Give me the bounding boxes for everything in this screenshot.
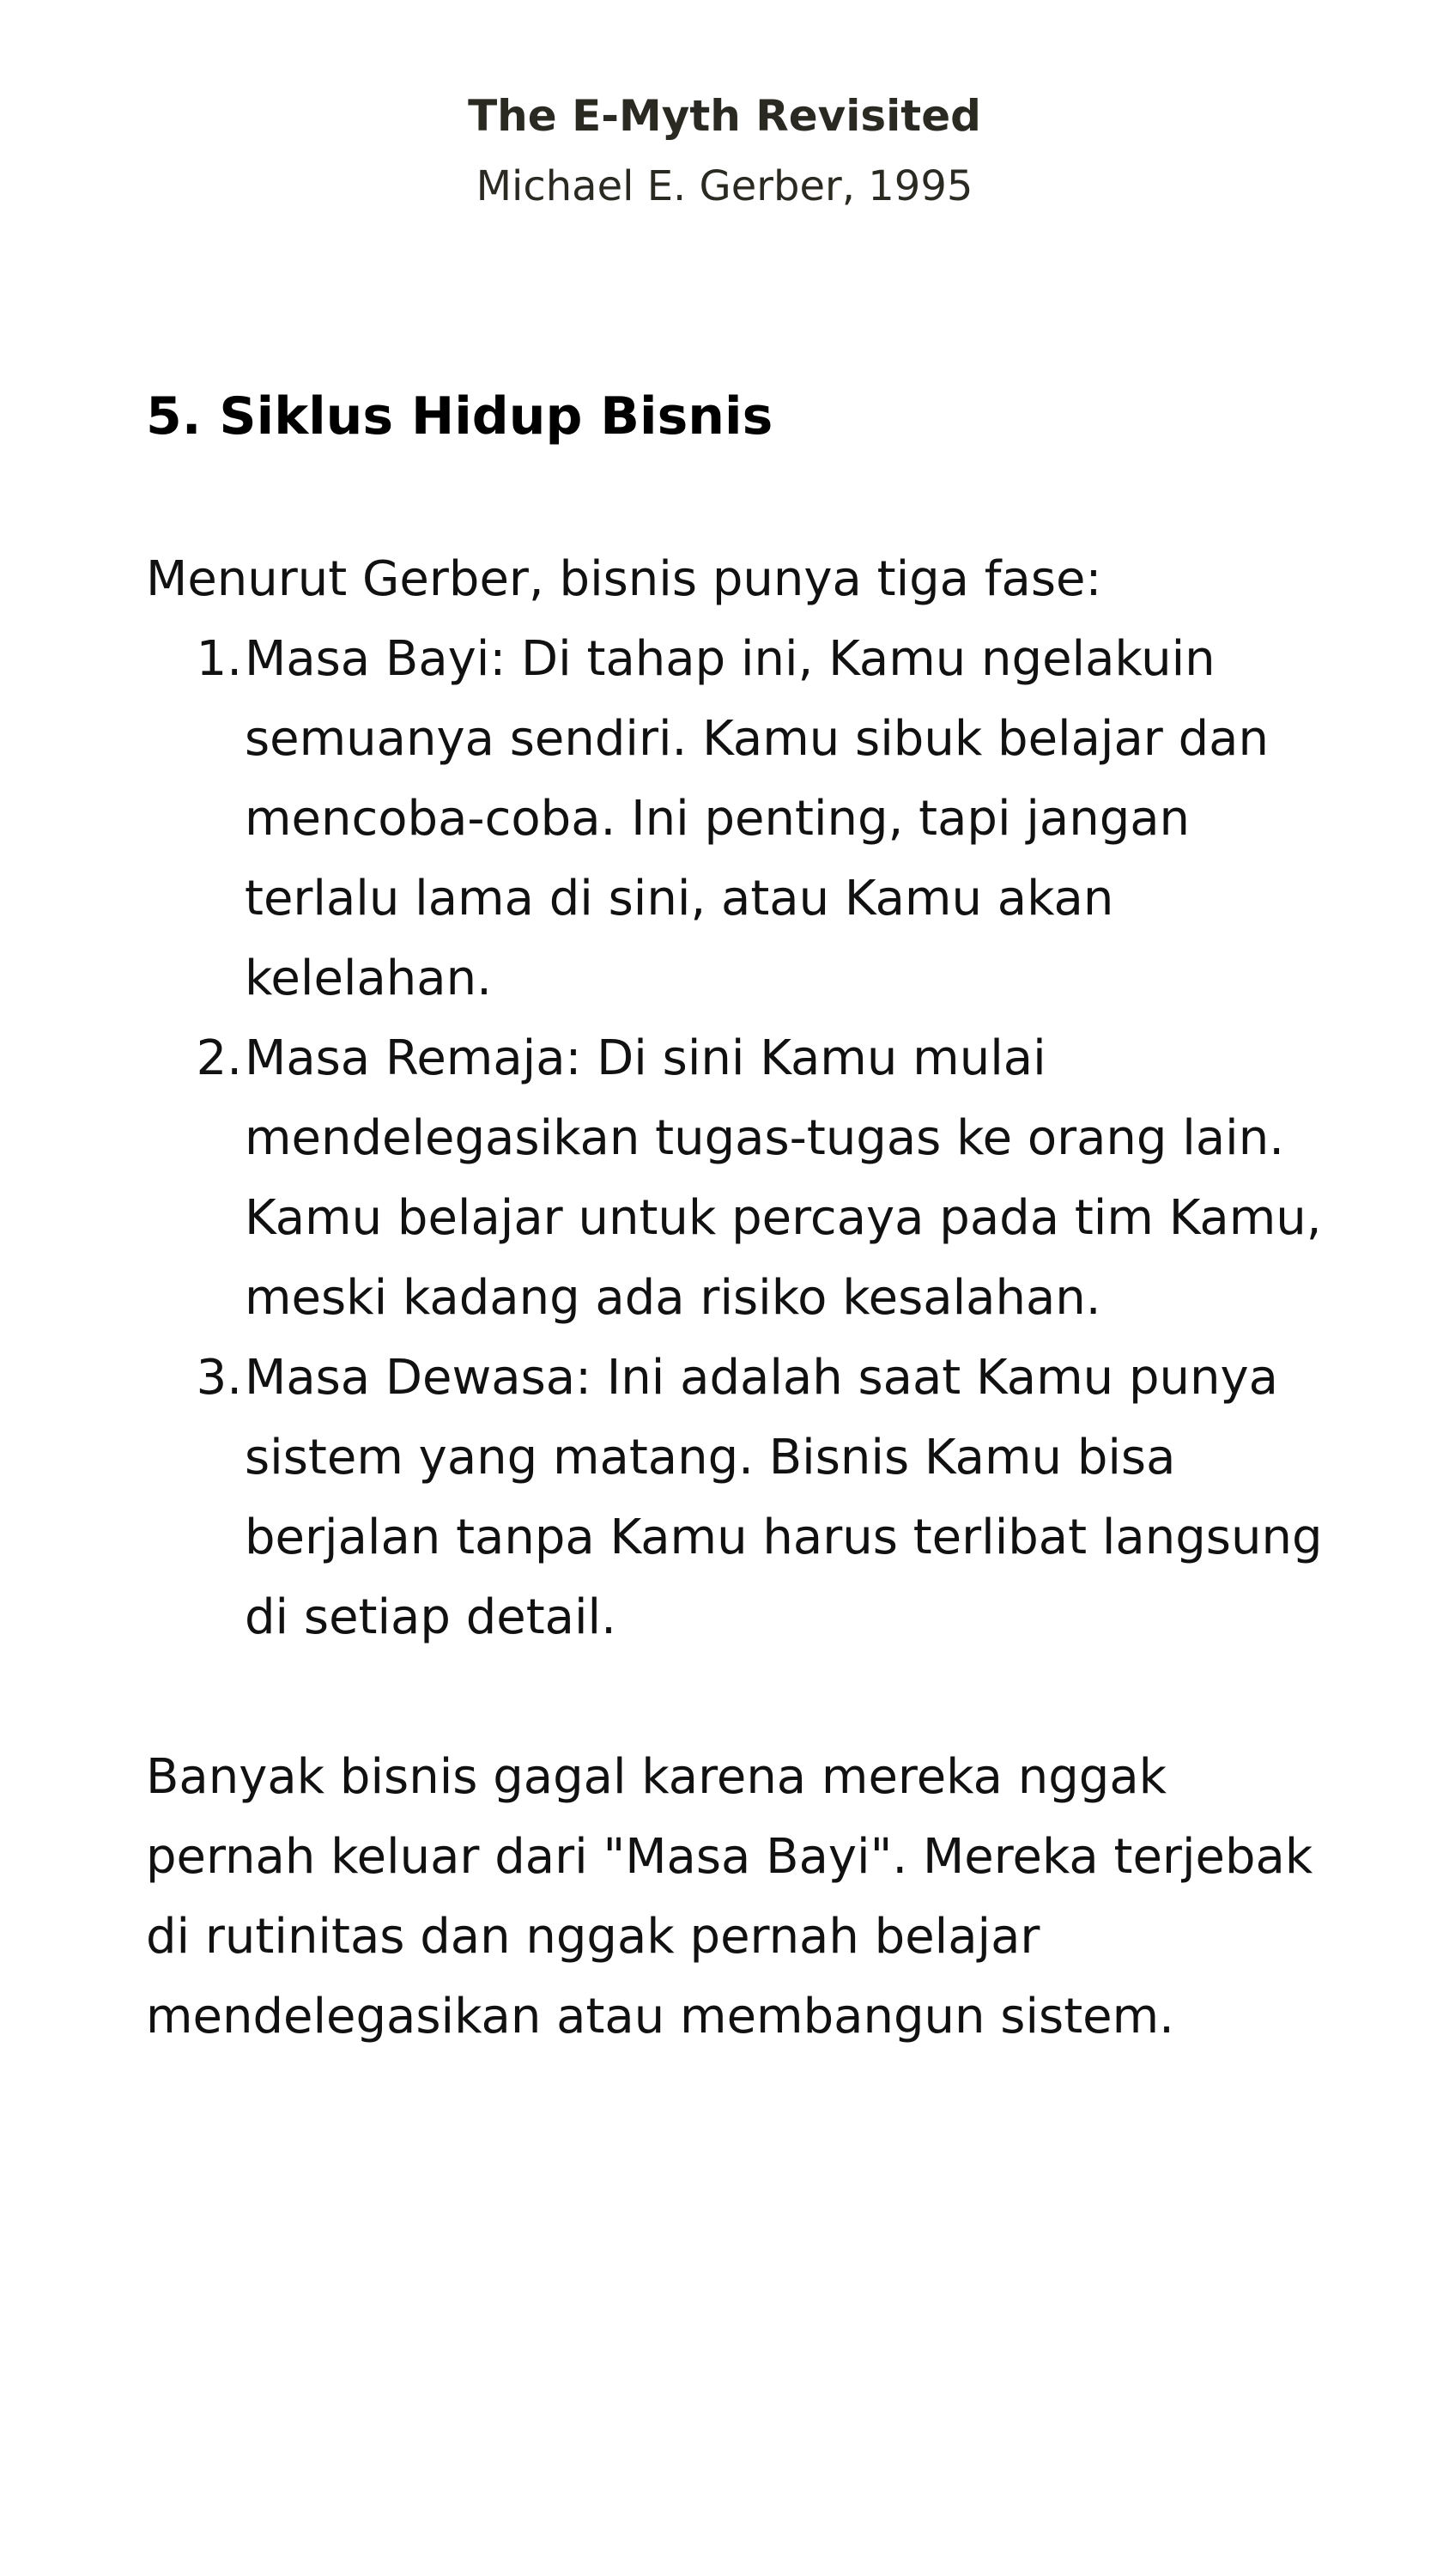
- phase-list: [146, 619, 1348, 1657]
- phase-text: Masa Dewasa: Ini adalah saat Kamu punya sistem yang matang. Bisnis Kamu bisa berjalan tanpa Kamu harus terlibat langsung di setiap detail.: [245, 1350, 1323, 1645]
- phase-number: 3.: [196, 1350, 242, 1406]
- closing-paragraph: Banyak bisnis gagal karena mereka nggak pernah keluar dari "Masa Bayi". Mereka terjebak di rutinitas dan nggak pernah belajar mendelegasikan atau membangun sistem.: [146, 1749, 1313, 2044]
- phase-number: 2.: [196, 1030, 242, 1086]
- book-author: Michael E. Gerber, 1995: [476, 162, 973, 210]
- phase-item-3: [146, 1338, 1348, 1657]
- book-header: [0, 86, 1449, 216]
- phase-text: Masa Remaja: Di sini Kamu mulai mendelegasikan tugas-tugas ke orang lain. Kamu belajar untuk percaya pada tim Kamu, meski kadang ada risiko kesalahan.: [245, 1030, 1322, 1326]
- book-title: The E-Myth Revisited: [468, 91, 981, 141]
- intro-text: Menurut Gerber, bisnis punya tiga fase:: [146, 551, 1102, 607]
- phase-number: 1.: [196, 631, 242, 687]
- page-content: [146, 378, 1348, 2057]
- phase-text: Masa Bayi: Di tahap ini, Kamu ngelakuin semuanya sendiri. Kamu sibuk belajar dan mencoba-coba. Ini penting, tapi jangan terlalu lama di sini, atau Kamu akan kelelahan.: [245, 631, 1269, 1006]
- phase-item-2: [146, 1018, 1348, 1338]
- phase-item-1: [146, 619, 1348, 1018]
- section-heading: 5. Siklus Hidup Bisnis: [146, 386, 773, 447]
